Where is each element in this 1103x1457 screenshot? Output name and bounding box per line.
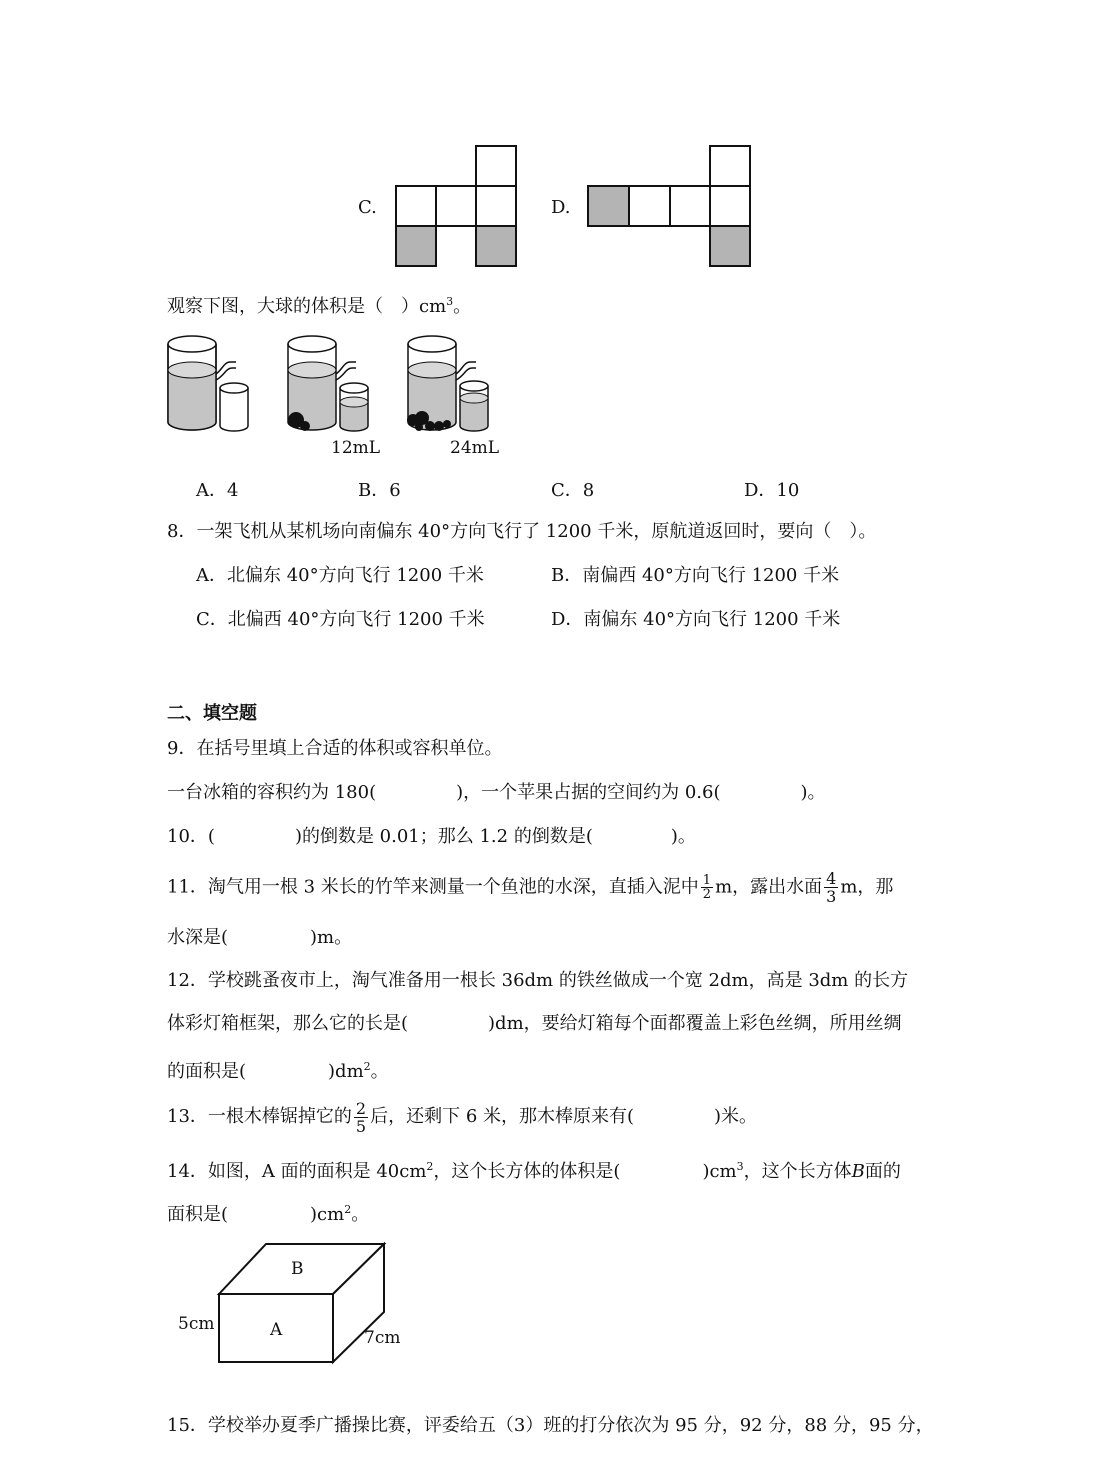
q14-exp-2: 3 (736, 1160, 744, 1173)
net-d-square-shaded-left (588, 186, 629, 226)
net-c-square-mid-1 (396, 186, 436, 226)
q7-label-24ml: 24mL (450, 438, 500, 458)
net-option-d-label: D. (551, 197, 571, 218)
net-option-c-label: C. (358, 197, 377, 218)
q9-part-c: )。 (800, 782, 826, 803)
question-9-body (167, 780, 826, 806)
net-c-square-mid-2 (436, 186, 476, 226)
q11-part-c: m，那 (840, 876, 894, 898)
cuboid-figure (170, 1236, 420, 1368)
q11-line2-a: 水深是( (167, 927, 229, 948)
question-15: 15．学校举办夏季广播操比赛，评委给五（3）班的打分依次为 95 分，92 分，88 分，95 分， (167, 1415, 934, 1436)
q11-part-a: 11．淘气用一根 3 米长的竹竿来测量一个鱼池的水深，直插入泥中 (167, 876, 699, 898)
q14-exp-3: 2 (344, 1203, 352, 1216)
q10-part-c: )。 (670, 826, 696, 847)
q8-option-c[interactable]: C．北偏西 40°方向飞行 1200 千米 (196, 609, 485, 630)
q8-option-d[interactable]: D．南偏东 40°方向飞行 1200 千米 (551, 609, 841, 630)
q12-line2-a: 体彩灯箱框架，那么它的长是( (167, 1013, 409, 1034)
q12-exponent: 2 (363, 1060, 371, 1073)
q14-exp-1: 2 (426, 1160, 434, 1173)
q7-text: 观察下图，大球的体积是（ ）cm (167, 296, 447, 317)
question-9-title: 9．在括号里填上合适的体积或容积单位。 (167, 738, 503, 759)
q7-option-a[interactable]: A．4 (196, 480, 239, 501)
q11-fraction-1: $\frac{1}{2}$ (702, 873, 712, 902)
q12-line2-b: )dm，要给灯箱每个面都覆盖上彩色丝绸，所用丝绸 (488, 1013, 902, 1034)
q11-line2-b: )m。 (310, 927, 353, 948)
cuboid-face-a-label: A (270, 1320, 283, 1340)
q14-line2-a: 面积是( (167, 1204, 229, 1225)
q13-part-c: )米。 (714, 1106, 758, 1127)
question-12-line-2 (167, 1011, 902, 1037)
q13-fraction: $\frac{2}{5}$ (355, 1098, 367, 1136)
q14-line2-c: 。 (351, 1204, 370, 1225)
question-14-line-1 (167, 1154, 901, 1185)
net-c-square-mid-3 (476, 186, 516, 226)
cuboid-face-b-label: B (291, 1259, 304, 1279)
q14-line1-a: 14．如图，A 面的面积是 40cm (167, 1161, 427, 1182)
q14-line1-b: ，这个长方体的体积是( (433, 1161, 621, 1182)
q14-line1-c: )cm (702, 1161, 737, 1182)
q14-line1-e: 面的 (864, 1161, 901, 1182)
q13-part-a: 13．一根木棒锯掉它的 (167, 1106, 352, 1127)
cuboid-height-label: 5cm (178, 1314, 215, 1334)
q7-option-d[interactable]: D．10 (744, 480, 800, 501)
q11-fraction-2: $\frac{4}{3}$ (826, 869, 837, 906)
q12-line3-b: )dm (328, 1061, 364, 1082)
question-13 (167, 1097, 757, 1137)
net-d-square-mid-4 (710, 186, 750, 226)
q7-option-c[interactable]: C．8 (551, 480, 595, 501)
q10-part-a: 10．( (167, 826, 215, 847)
q8-option-a[interactable]: A．北偏东 40°方向飞行 1200 千米 (196, 565, 484, 586)
net-c-square-shaded-right (476, 226, 516, 266)
q11-part-b: m，露出水面 (715, 876, 823, 898)
question-7 (167, 289, 471, 320)
q9-part-a: 一台冰箱的容积约为 180( (167, 782, 377, 803)
beaker-2 (288, 336, 368, 431)
question-14-line-2 (167, 1197, 369, 1228)
q7-label-12ml: 12mL (331, 438, 381, 458)
net-c-square-top (476, 146, 516, 186)
question-12-line-3 (167, 1054, 389, 1085)
q7-unit-exponent: 3 (446, 295, 454, 308)
net-d-square-top (710, 146, 750, 186)
cube-net-d (585, 144, 757, 270)
q8-option-b[interactable]: B．南偏西 40°方向飞行 1200 千米 (551, 565, 840, 586)
q14-face-b-inline: B (851, 1161, 865, 1182)
q7-end: 。 (453, 296, 472, 317)
net-d-square-mid-3 (670, 186, 710, 226)
beaker-1 (168, 336, 248, 431)
small-ball (300, 421, 310, 431)
q14-line2-b: )cm (310, 1204, 345, 1225)
question-8: 8．一架飞机从某机场向南偏东 40°方向飞行了 1200 千米，原航道返回时，要向（ ）。 (167, 521, 877, 542)
question-12-line-1: 12．学校跳蚤夜市上，淘气准备用一根长 36dm 的铁丝做成一个宽 2dm，高是 3dm 的长方 (167, 970, 909, 991)
question-10 (167, 824, 696, 850)
q12-line3-a: 的面积是( (167, 1061, 247, 1082)
q13-part-b: 后，还剩下 6 米，那木棒原来有( (370, 1106, 635, 1127)
question-11-line-2 (167, 925, 352, 951)
q12-line3-c: 。 (370, 1061, 389, 1082)
net-d-square-mid-2 (629, 186, 670, 226)
q9-part-b: )，一个苹果占据的空间约为 0.6( (456, 782, 721, 803)
cube-net-c (392, 144, 522, 270)
beaker-3 (407, 336, 488, 431)
net-d-square-shaded-bottom (710, 226, 750, 266)
section-2-title: 二、填空题 (167, 703, 257, 724)
q10-part-b: )的倒数是 0.01；那么 1.2 的倒数是( (294, 826, 593, 847)
net-c-square-shaded-left (396, 226, 436, 266)
q14-line1-d: ，这个长方体 (743, 1161, 852, 1182)
question-11-line-1 (167, 870, 893, 904)
q7-option-b[interactable]: B．6 (358, 480, 401, 501)
cuboid-depth-label: 7cm (364, 1328, 401, 1348)
